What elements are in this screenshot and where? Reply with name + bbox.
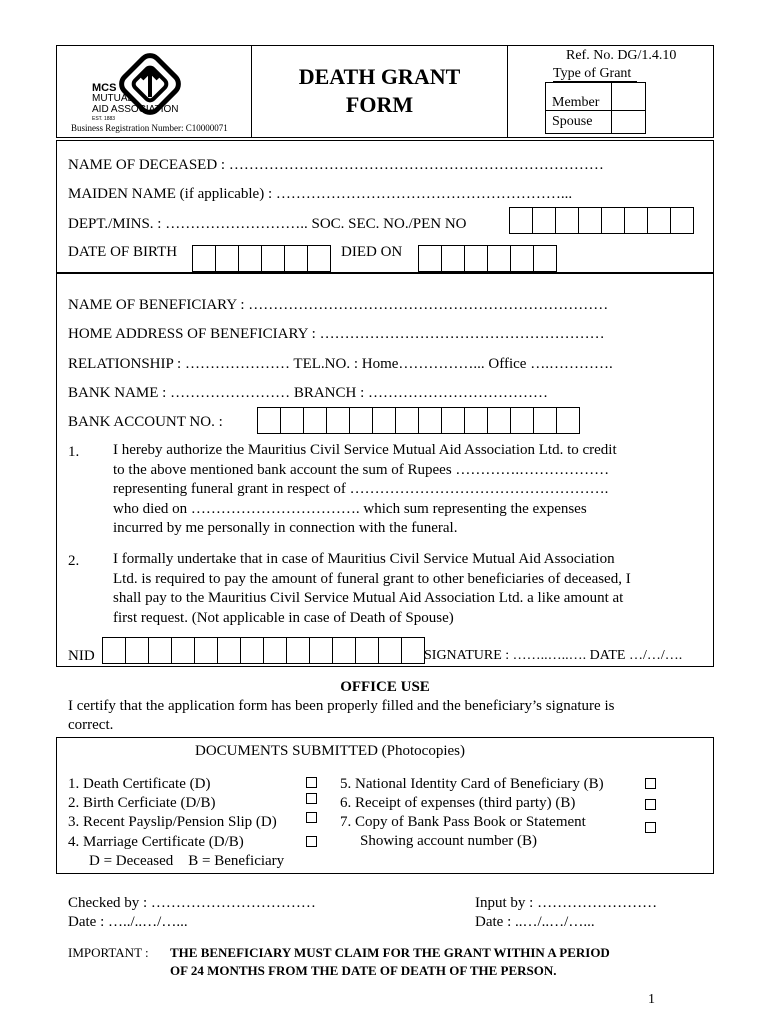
doc-item-2: 2. Birth Cerficiate (D/B) <box>68 795 216 811</box>
clause1-line: to the above mentioned bank account the sum of Rupees ………….……………… <box>113 461 610 478</box>
important-line1: THE BENEFICIARY MUST CLAIM FOR THE GRANT WITHIN A PERIOD <box>170 945 610 960</box>
doc-item-7-continuation: Showing account number (B) <box>360 833 538 849</box>
header-divider-right <box>507 45 508 138</box>
grant-type-label: Type of Grant <box>553 66 632 81</box>
maiden-name-label[interactable]: MAIDEN NAME (if applicable) : …………………………………………………... <box>68 186 573 202</box>
clause2-text <box>113 550 679 628</box>
doc-item-5-checkbox[interactable] <box>645 778 656 789</box>
certify-line2: correct. <box>68 717 114 733</box>
doc-item-4: 4. Marriage Certificate (D/B) <box>68 834 244 850</box>
nid-label: NID <box>68 648 95 664</box>
doc-item-5: 5. National Identity Card of Beneficiary (B) <box>340 776 604 792</box>
business-registration: Business Registration Number: C10000071 <box>71 123 228 133</box>
bank-account-label: BANK ACCOUNT NO. : <box>68 414 223 430</box>
relationship-tel-label[interactable]: RELATIONSHIP : ………………… TEL.NO. : Home……………... Office ….…………. <box>68 356 613 372</box>
grant-option-member-checkbox[interactable] <box>612 83 645 109</box>
grant-option-spouse-checkbox[interactable] <box>612 111 645 133</box>
checked-date[interactable]: Date : …../..…/…... <box>68 914 188 930</box>
input-by[interactable]: Input by : …………………… <box>475 895 658 911</box>
date-of-birth-label: DATE OF BIRTH <box>68 244 178 260</box>
certify-line1: I certify that the application form has been properly filled and the beneficiary’s signature is <box>68 698 615 714</box>
died-on-boxes[interactable] <box>418 245 557 272</box>
doc-legend: D = Deceased B = Beneficiary <box>89 853 285 869</box>
clause2-line: shall pay to the Mauritius Civil Service Mutual Aid Association Ltd. a like amount at <box>113 590 624 606</box>
grant-option-spouse: Spouse <box>552 114 593 129</box>
deceased-name-label[interactable]: NAME OF DECEASED : ………………………………………………………………… <box>68 157 604 173</box>
clause2-line: I formally undertake that in case of Mauritius Civil Service Mutual Aid Association <box>113 551 615 567</box>
page-number: 1 <box>648 992 655 1007</box>
date-of-birth-boxes[interactable] <box>192 245 331 272</box>
beneficiary-name-label[interactable]: NAME OF BENEFICIARY : ……………………………………………………………… <box>68 297 609 313</box>
grant-option-member: Member <box>552 95 600 110</box>
bank-branch-label[interactable]: BANK NAME : …………………… BRANCH : ……………………………… <box>68 385 549 401</box>
home-address-label[interactable]: HOME ADDRESS OF BENEFICIARY : ………………………………………………… <box>68 326 605 342</box>
logo-line1: MUTUAL <box>92 93 134 104</box>
important-line2: OF 24 MONTHS FROM THE DATE OF DEATH OF THE PERSON. <box>170 963 557 978</box>
doc-item-4-checkbox[interactable] <box>306 836 317 847</box>
form-title-line2: FORM <box>345 92 414 117</box>
clause1-line: who died on ……………………………. which sum representing the expenses <box>113 500 587 517</box>
doc-item-7-checkbox[interactable] <box>645 822 656 833</box>
office-use-title: OFFICE USE <box>340 679 430 695</box>
doc-item-7: 7. Copy of Bank Pass Book or Statement <box>340 814 586 830</box>
clause2-line: first request. (Not applicable in case of Death of Spouse) <box>113 609 454 626</box>
bank-account-boxes[interactable] <box>257 407 580 434</box>
important-label: IMPORTANT : <box>68 945 149 960</box>
logo-est: EST. 1883 <box>92 116 116 122</box>
checked-by[interactable]: Checked by : …………………………… <box>68 895 316 911</box>
clause1-line: representing funeral grant in respect of ……………………………………………. <box>113 481 609 497</box>
logo-org-short: MCS <box>92 82 117 94</box>
doc-item-2-checkbox[interactable] <box>306 793 317 804</box>
input-date[interactable]: Date : ..…/..…/…... <box>475 914 595 930</box>
doc-item-1: 1. Death Certificate (D) <box>68 776 211 792</box>
nid-boxes[interactable] <box>102 637 425 664</box>
doc-item-6-checkbox[interactable] <box>645 799 656 810</box>
doc-item-6: 6. Receipt of expenses (third party) (B) <box>340 795 576 811</box>
clause1-number: 1. <box>68 444 80 460</box>
doc-item-3: 3. Recent Payslip/Pension Slip (D) <box>68 814 277 830</box>
doc-item-3-checkbox[interactable] <box>306 812 317 823</box>
documents-title: DOCUMENTS SUBMITTED (Photocopies) <box>195 743 465 759</box>
signature-date-label[interactable]: SIGNATURE : ……..…..…. DATE …/…/…. <box>424 648 683 663</box>
ref-number: Ref. No. DG/1.4.10 <box>566 48 677 63</box>
clause2-line: Ltd. is required to pay the amount of funeral grant to other beneficiaries of deceased, I <box>113 570 631 587</box>
clause1-line: I hereby authorize the Mauritius Civil Service Mutual Aid Association Ltd. to credit <box>113 442 617 458</box>
pen-no-boxes[interactable] <box>509 207 694 234</box>
clause1-text <box>113 441 679 539</box>
clause1-line: incurred by me personally in connection with the funeral. <box>113 520 458 536</box>
doc-item-1-checkbox[interactable] <box>306 777 317 788</box>
logo-line2: AID ASSOCIATION <box>92 104 179 115</box>
clause2-number: 2. <box>68 553 80 569</box>
dept-soc-sec-label[interactable]: DEPT./MINS. : ……………………….. SOC. SEC. NO./PEN NO <box>68 216 467 232</box>
form-title-line1: DEATH GRANT <box>298 64 461 89</box>
died-on-label: DIED ON <box>341 244 403 260</box>
